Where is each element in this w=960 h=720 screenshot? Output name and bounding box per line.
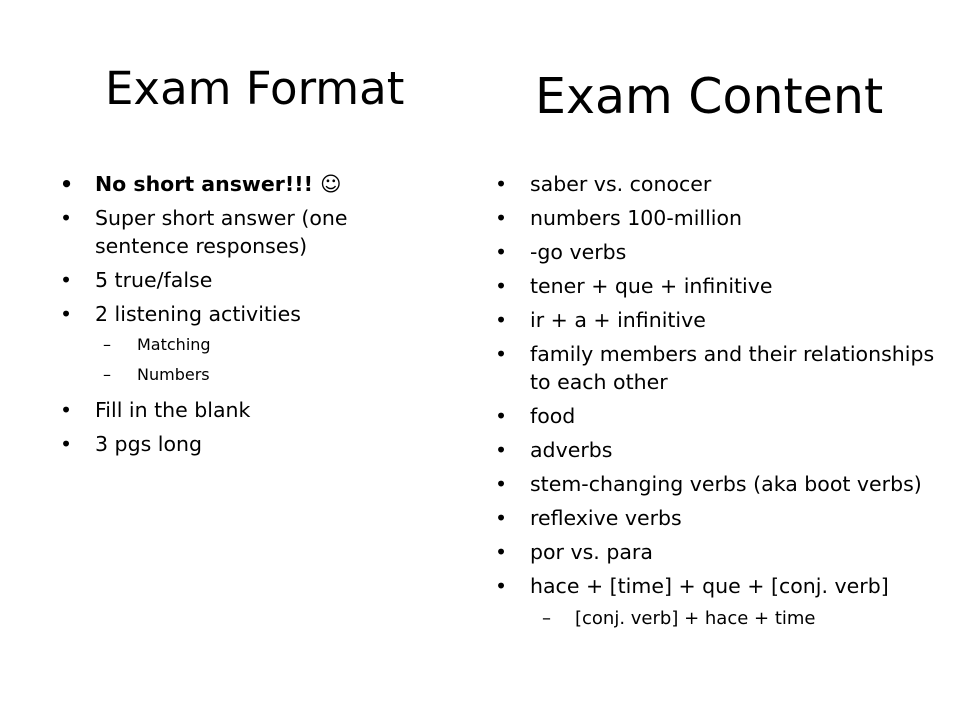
list-item-text: hace + [time] + que + [conj. verb] [530,574,889,598]
list-item [495,402,945,430]
list-item [495,272,945,300]
exam-format-title: Exam Format [105,62,405,115]
list-item-text: reflexive verbs [530,506,682,530]
list-item-text: 3 pgs long [95,432,203,456]
sub-list-item: – [conj. verb] + hace + time [495,606,945,632]
exam-format-list [60,170,440,464]
smiley-icon: ☺ [320,172,342,196]
list-item-text: food [530,404,576,428]
list-item [60,170,440,198]
list-item-text: Super short answer (one sentence responses) [95,206,348,258]
list-item-text: family members and their relationships to each other [530,342,935,394]
list-item-text: ir + a + infinitive [530,308,706,332]
list-item [495,538,945,566]
list-item [60,204,440,260]
list-item [495,306,945,334]
list-item-text: tener + que + infinitive [530,274,773,298]
sub-list-item: – Numbers [60,360,440,390]
list-item [495,340,945,396]
exam-content-list [495,170,945,632]
list-item-text: -go verbs [530,240,627,264]
list-item [495,204,945,232]
list-item-text: por vs. para [530,540,653,564]
list-item-text: saber vs. conocer [530,172,712,196]
list-item [60,396,440,424]
list-item [60,430,440,458]
listening-activities-sublist [60,330,440,390]
list-item [495,238,945,266]
list-item-text: adverbs [530,438,613,462]
list-item [495,470,945,498]
list-item-text: stem-changing verbs (aka boot verbs) [530,472,922,496]
hace-que-sublist [495,606,945,632]
sub-list-item: – Matching [60,330,440,360]
list-item [60,300,440,328]
list-item-text: Fill in the blank [95,398,251,422]
list-item [495,572,945,600]
list-item-text: No short answer!!! [95,172,313,196]
list-item-text: 2 listening activities [95,302,301,326]
list-item [60,266,440,294]
exam-content-title: Exam Content [535,68,884,125]
list-item-text: 5 true/false [95,268,213,292]
list-item-text: numbers 100-million [530,206,743,230]
list-item [495,170,945,198]
list-item [495,504,945,532]
list-item [495,436,945,464]
